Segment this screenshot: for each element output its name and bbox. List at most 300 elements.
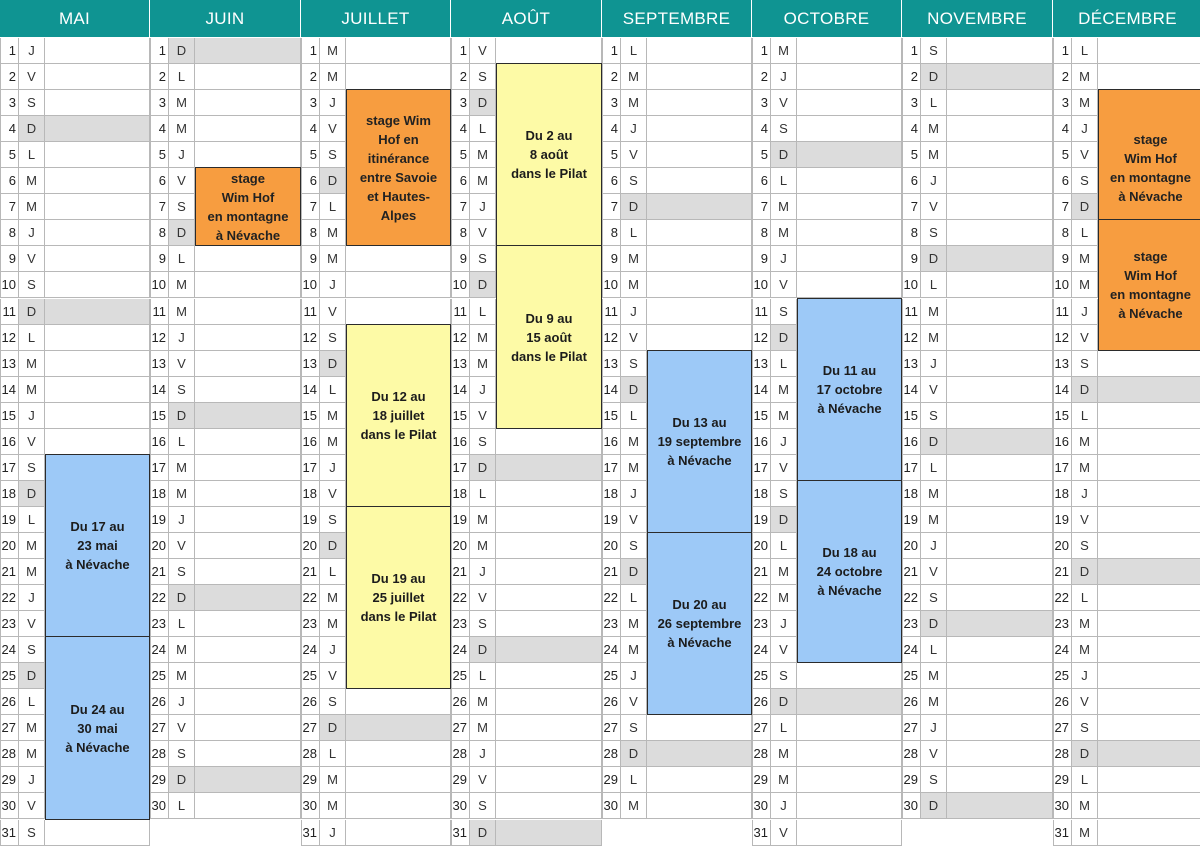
day-slot[interactable] [947,481,1053,506]
day-slot[interactable] [346,272,451,297]
day-row[interactable] [1053,689,1200,715]
day-row[interactable] [1053,377,1200,403]
day-slot[interactable] [496,585,602,610]
event-block[interactable] [647,350,752,533]
day-slot[interactable] [45,299,150,324]
day-slot[interactable] [1098,377,1200,402]
day-slot[interactable] [647,715,752,740]
day-row[interactable] [451,507,602,533]
day-slot[interactable] [647,90,752,115]
day-row[interactable] [0,64,150,90]
event-block[interactable] [195,167,301,246]
day-slot[interactable] [195,429,301,454]
day-row[interactable] [150,116,301,142]
day-row[interactable] [902,767,1053,793]
day-slot[interactable] [1098,820,1200,845]
day-slot[interactable] [797,168,902,193]
day-slot[interactable] [947,272,1053,297]
day-row[interactable] [1053,559,1200,585]
day-row[interactable] [902,90,1053,116]
day-row[interactable] [902,377,1053,403]
day-row[interactable] [1053,741,1200,767]
event-block[interactable] [496,63,602,246]
day-row[interactable] [902,429,1053,455]
day-slot[interactable] [1098,715,1200,740]
day-slot[interactable] [947,455,1053,480]
day-slot[interactable] [797,116,902,141]
day-row[interactable] [301,299,451,325]
day-row[interactable] [150,559,301,585]
day-slot[interactable] [496,767,602,792]
day-slot[interactable] [346,38,451,63]
day-slot[interactable] [496,793,602,818]
day-row[interactable] [301,715,451,741]
day-slot[interactable] [45,194,150,219]
day-slot[interactable] [947,351,1053,376]
day-slot[interactable] [195,299,301,324]
day-slot[interactable] [1098,663,1200,688]
day-row[interactable] [0,272,150,298]
day-slot[interactable] [947,168,1053,193]
day-row[interactable] [451,429,602,455]
day-row[interactable] [902,481,1053,507]
day-slot[interactable] [195,481,301,506]
day-slot[interactable] [496,507,602,532]
day-row[interactable] [1053,351,1200,377]
day-row[interactable] [301,38,451,64]
day-row[interactable] [752,194,902,220]
day-slot[interactable] [1098,455,1200,480]
day-row[interactable] [150,793,301,819]
day-slot[interactable] [45,90,150,115]
day-slot[interactable] [1098,507,1200,532]
day-slot[interactable] [1098,741,1200,766]
day-row[interactable] [150,429,301,455]
day-row[interactable] [301,689,451,715]
day-slot[interactable] [195,585,301,610]
day-row[interactable] [451,559,602,585]
day-row[interactable] [301,793,451,819]
day-row[interactable] [150,585,301,611]
day-slot[interactable] [647,38,752,63]
day-slot[interactable] [947,533,1053,558]
day-row[interactable] [902,585,1053,611]
day-row[interactable] [602,767,752,793]
day-slot[interactable] [647,741,752,766]
day-row[interactable] [0,377,150,403]
event-block[interactable] [797,298,902,481]
day-slot[interactable] [647,246,752,271]
day-row[interactable] [902,38,1053,64]
day-row[interactable] [451,533,602,559]
day-row[interactable] [150,663,301,689]
day-slot[interactable] [346,793,451,818]
day-row[interactable] [752,246,902,272]
day-row[interactable] [752,272,902,298]
day-row[interactable] [0,429,150,455]
day-row[interactable] [0,403,150,429]
day-slot[interactable] [496,429,602,454]
day-slot[interactable] [45,64,150,89]
day-row[interactable] [0,351,150,377]
day-slot[interactable] [195,351,301,376]
day-slot[interactable] [195,90,301,115]
day-row[interactable] [1053,429,1200,455]
day-row[interactable] [902,168,1053,194]
day-row[interactable] [602,168,752,194]
day-row[interactable] [902,663,1053,689]
day-slot[interactable] [1098,559,1200,584]
day-row[interactable] [150,325,301,351]
day-slot[interactable] [947,194,1053,219]
day-slot[interactable] [346,820,451,845]
day-slot[interactable] [496,611,602,636]
event-block[interactable] [346,324,451,507]
day-row[interactable] [1053,611,1200,637]
day-row[interactable] [150,767,301,793]
day-slot[interactable] [195,715,301,740]
day-row[interactable] [451,663,602,689]
day-row[interactable] [902,793,1053,819]
day-row[interactable] [902,533,1053,559]
day-slot[interactable] [947,299,1053,324]
event-block[interactable] [346,89,451,246]
day-row[interactable] [0,90,150,116]
day-row[interactable] [902,455,1053,481]
day-slot[interactable] [1098,585,1200,610]
day-slot[interactable] [797,689,902,714]
day-slot[interactable] [1098,351,1200,376]
day-row[interactable] [902,220,1053,246]
day-row[interactable] [451,455,602,481]
day-slot[interactable] [947,90,1053,115]
day-slot[interactable] [797,820,902,845]
day-slot[interactable] [797,194,902,219]
day-slot[interactable] [195,559,301,584]
day-row[interactable] [150,507,301,533]
day-row[interactable] [150,272,301,298]
day-slot[interactable] [947,715,1053,740]
day-slot[interactable] [947,246,1053,271]
day-slot[interactable] [947,663,1053,688]
day-row[interactable] [752,663,902,689]
event-block[interactable] [45,454,150,637]
day-slot[interactable] [797,793,902,818]
day-row[interactable] [150,142,301,168]
day-slot[interactable] [195,272,301,297]
day-slot[interactable] [496,741,602,766]
day-slot[interactable] [947,767,1053,792]
day-row[interactable] [0,194,150,220]
day-slot[interactable] [195,637,301,662]
day-row[interactable] [451,689,602,715]
day-slot[interactable] [195,689,301,714]
day-row[interactable] [602,38,752,64]
day-row[interactable] [150,741,301,767]
day-slot[interactable] [947,403,1053,428]
day-row[interactable] [150,481,301,507]
day-slot[interactable] [496,38,602,63]
day-slot[interactable] [947,793,1053,818]
day-row[interactable] [451,38,602,64]
day-slot[interactable] [947,585,1053,610]
day-slot[interactable] [45,246,150,271]
day-row[interactable] [902,507,1053,533]
day-slot[interactable] [346,64,451,89]
day-slot[interactable] [947,429,1053,454]
day-slot[interactable] [647,64,752,89]
day-slot[interactable] [797,220,902,245]
day-slot[interactable] [797,715,902,740]
day-row[interactable] [150,689,301,715]
day-row[interactable] [752,767,902,793]
day-row[interactable] [902,351,1053,377]
day-row[interactable] [301,246,451,272]
day-slot[interactable] [1098,637,1200,662]
day-slot[interactable] [647,299,752,324]
day-slot[interactable] [797,246,902,271]
day-slot[interactable] [797,38,902,63]
day-row[interactable] [1053,455,1200,481]
day-row[interactable] [150,637,301,663]
day-slot[interactable] [647,168,752,193]
day-row[interactable] [902,741,1053,767]
day-row[interactable] [0,246,150,272]
day-row[interactable] [150,299,301,325]
event-block[interactable] [45,636,150,820]
day-row[interactable] [902,142,1053,168]
day-row[interactable] [301,64,451,90]
day-slot[interactable] [45,377,150,402]
day-row[interactable] [451,637,602,663]
day-slot[interactable] [195,403,301,428]
day-slot[interactable] [1098,533,1200,558]
day-row[interactable] [752,168,902,194]
day-slot[interactable] [496,559,602,584]
day-slot[interactable] [195,246,301,271]
day-slot[interactable] [647,116,752,141]
day-slot[interactable] [496,689,602,714]
day-slot[interactable] [1098,689,1200,714]
event-block[interactable] [647,532,752,715]
day-slot[interactable] [195,533,301,558]
day-row[interactable] [1053,64,1200,90]
day-row[interactable] [902,689,1053,715]
day-slot[interactable] [1098,767,1200,792]
day-row[interactable] [752,142,902,168]
day-slot[interactable] [1098,793,1200,818]
day-slot[interactable] [647,272,752,297]
day-row[interactable] [752,116,902,142]
day-row[interactable] [451,481,602,507]
day-slot[interactable] [797,142,902,167]
day-slot[interactable] [195,142,301,167]
day-row[interactable] [150,533,301,559]
day-row[interactable] [1053,793,1200,819]
day-row[interactable] [602,741,752,767]
day-slot[interactable] [947,377,1053,402]
day-slot[interactable] [45,168,150,193]
day-slot[interactable] [496,455,602,480]
day-slot[interactable] [797,741,902,766]
day-slot[interactable] [45,429,150,454]
day-row[interactable] [451,793,602,819]
day-slot[interactable] [195,455,301,480]
day-row[interactable] [150,64,301,90]
day-slot[interactable] [45,142,150,167]
day-slot[interactable] [45,403,150,428]
day-slot[interactable] [195,767,301,792]
day-slot[interactable] [947,325,1053,350]
day-slot[interactable] [1098,429,1200,454]
day-row[interactable] [0,325,150,351]
day-slot[interactable] [947,116,1053,141]
day-row[interactable] [902,325,1053,351]
day-slot[interactable] [797,272,902,297]
day-slot[interactable] [647,793,752,818]
day-row[interactable] [902,194,1053,220]
day-slot[interactable] [1098,403,1200,428]
day-slot[interactable] [45,351,150,376]
day-row[interactable] [902,637,1053,663]
day-slot[interactable] [947,38,1053,63]
day-slot[interactable] [647,325,752,350]
day-slot[interactable] [496,637,602,662]
day-row[interactable] [602,142,752,168]
day-slot[interactable] [647,220,752,245]
day-slot[interactable] [195,116,301,141]
day-slot[interactable] [45,325,150,350]
day-slot[interactable] [797,767,902,792]
day-row[interactable] [451,820,602,846]
day-row[interactable] [0,299,150,325]
day-row[interactable] [752,64,902,90]
day-slot[interactable] [1098,481,1200,506]
day-slot[interactable] [1098,38,1200,63]
day-slot[interactable] [947,142,1053,167]
day-row[interactable] [902,559,1053,585]
day-slot[interactable] [1098,611,1200,636]
day-row[interactable] [1053,663,1200,689]
day-slot[interactable] [797,64,902,89]
day-slot[interactable] [797,90,902,115]
day-slot[interactable] [1098,64,1200,89]
day-row[interactable] [602,194,752,220]
day-row[interactable] [150,611,301,637]
day-slot[interactable] [195,611,301,636]
event-block[interactable] [346,506,451,689]
day-row[interactable] [752,715,902,741]
day-row[interactable] [0,116,150,142]
day-slot[interactable] [195,507,301,532]
day-slot[interactable] [647,194,752,219]
day-slot[interactable] [947,507,1053,532]
day-row[interactable] [301,767,451,793]
day-slot[interactable] [195,793,301,818]
day-slot[interactable] [45,220,150,245]
day-row[interactable] [0,38,150,64]
day-row[interactable] [602,715,752,741]
day-row[interactable] [1053,38,1200,64]
day-row[interactable] [150,715,301,741]
day-row[interactable] [902,715,1053,741]
day-slot[interactable] [346,715,451,740]
day-row[interactable] [1053,820,1200,846]
day-slot[interactable] [195,741,301,766]
day-slot[interactable] [647,767,752,792]
day-slot[interactable] [947,689,1053,714]
day-row[interactable] [451,715,602,741]
day-slot[interactable] [947,637,1053,662]
day-row[interactable] [0,168,150,194]
day-row[interactable] [902,64,1053,90]
day-row[interactable] [451,611,602,637]
day-row[interactable] [0,820,150,846]
day-row[interactable] [0,220,150,246]
day-row[interactable] [602,299,752,325]
day-row[interactable] [602,325,752,351]
day-slot[interactable] [947,741,1053,766]
day-row[interactable] [902,403,1053,429]
day-row[interactable] [602,64,752,90]
day-row[interactable] [752,689,902,715]
day-slot[interactable] [496,663,602,688]
day-row[interactable] [1053,403,1200,429]
event-block[interactable] [496,245,602,429]
day-row[interactable] [150,377,301,403]
day-row[interactable] [150,38,301,64]
day-slot[interactable] [947,611,1053,636]
day-slot[interactable] [496,481,602,506]
day-slot[interactable] [45,116,150,141]
day-slot[interactable] [45,820,150,845]
day-row[interactable] [602,220,752,246]
day-row[interactable] [752,38,902,64]
day-row[interactable] [301,272,451,298]
day-slot[interactable] [45,272,150,297]
day-slot[interactable] [797,663,902,688]
day-row[interactable] [150,351,301,377]
day-row[interactable] [602,116,752,142]
event-block[interactable] [1098,219,1200,351]
day-slot[interactable] [346,741,451,766]
day-row[interactable] [0,142,150,168]
day-row[interactable] [752,793,902,819]
day-row[interactable] [602,246,752,272]
day-row[interactable] [1053,481,1200,507]
day-slot[interactable] [346,767,451,792]
day-row[interactable] [902,272,1053,298]
day-row[interactable] [902,299,1053,325]
day-slot[interactable] [195,377,301,402]
day-slot[interactable] [496,820,602,845]
day-slot[interactable] [45,38,150,63]
day-row[interactable] [1053,637,1200,663]
day-row[interactable] [150,90,301,116]
day-slot[interactable] [496,715,602,740]
day-row[interactable] [752,90,902,116]
day-row[interactable] [150,455,301,481]
day-row[interactable] [902,246,1053,272]
day-row[interactable] [1053,585,1200,611]
day-row[interactable] [602,272,752,298]
day-row[interactable] [451,585,602,611]
day-row[interactable] [1053,767,1200,793]
day-row[interactable] [902,116,1053,142]
day-slot[interactable] [346,246,451,271]
day-row[interactable] [1053,507,1200,533]
day-slot[interactable] [195,38,301,63]
